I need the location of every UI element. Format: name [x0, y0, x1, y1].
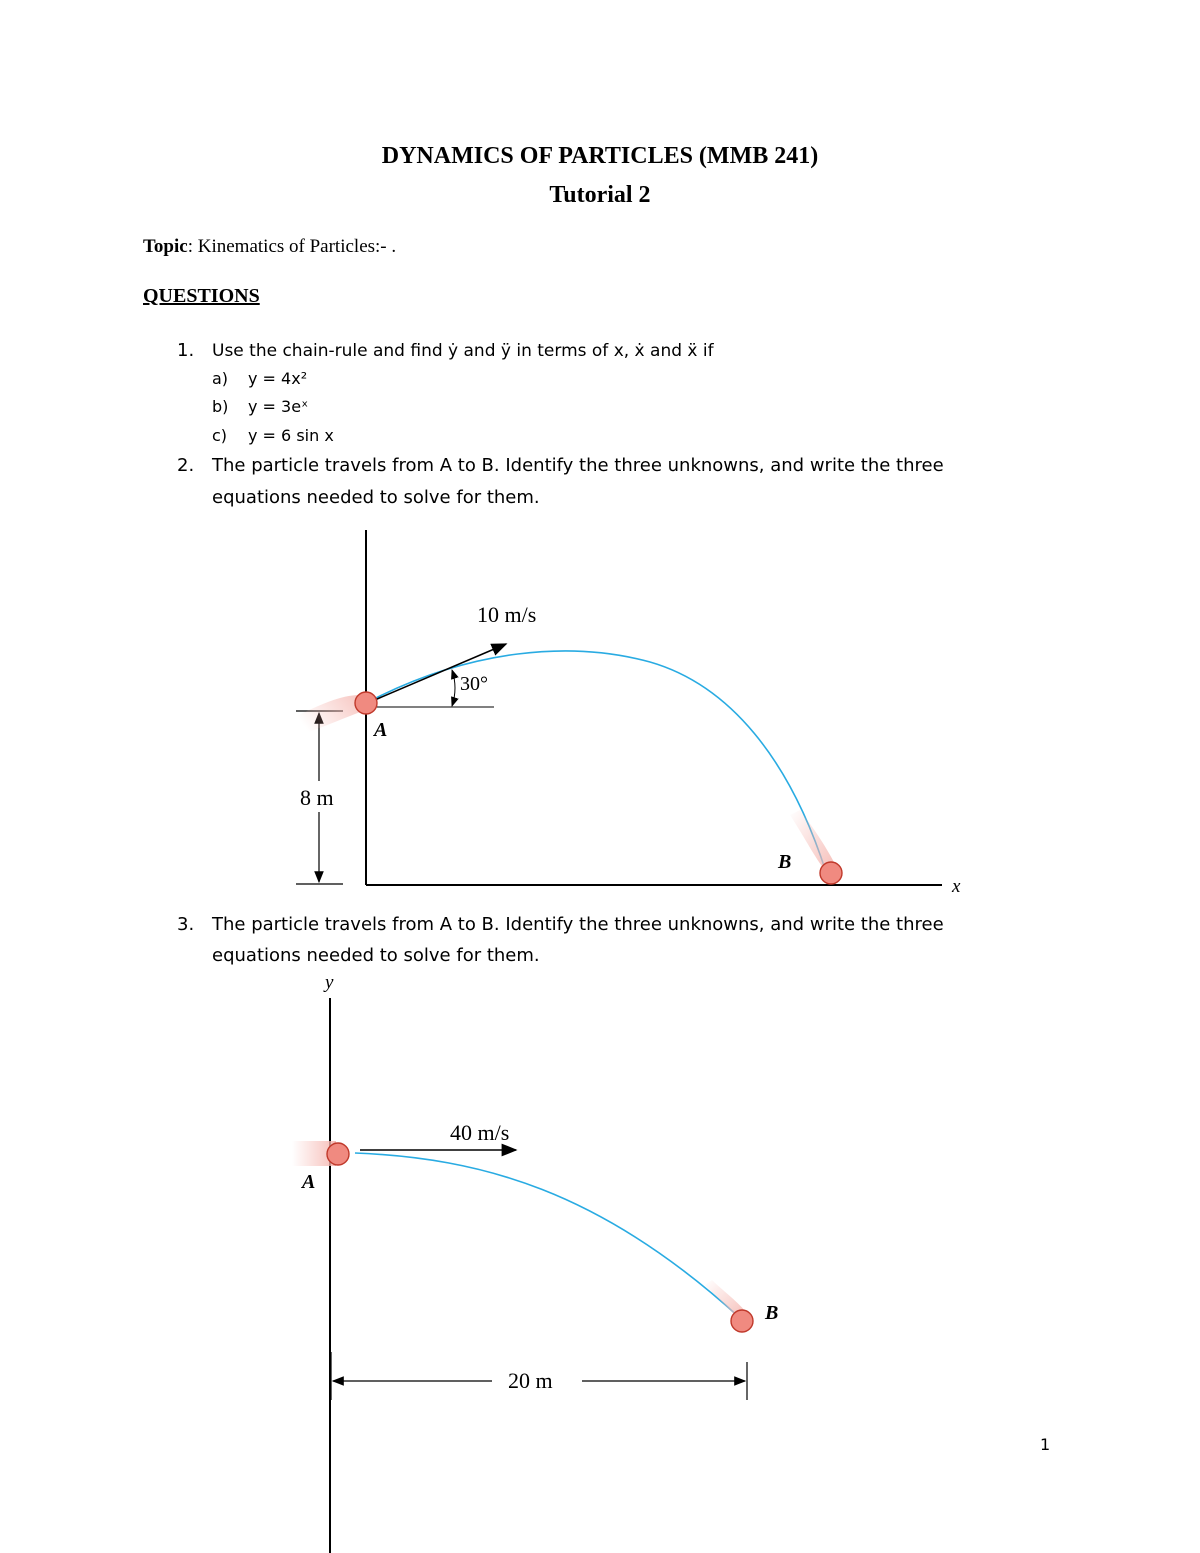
figure-2-point-a-label: A: [302, 1171, 316, 1193]
figure-1-trail-b: [790, 810, 836, 870]
figure-1-particle-a: [355, 692, 377, 714]
topic-text: : Kinematics of Particles:- .: [187, 236, 397, 257]
question-3-line2: equations needed to solve for them.: [212, 945, 540, 966]
figure-2-velocity-label: 40 m/s: [450, 1120, 510, 1145]
document-subtitle: Tutorial 2: [549, 182, 651, 208]
document-title: DYNAMICS OF PARTICLES (MMB 241): [381, 143, 819, 169]
question-3-number: 3.: [177, 914, 195, 935]
figure-1-trajectory: [372, 651, 826, 872]
figure-1-velocity-label: 10 m/s: [477, 602, 537, 627]
figure-1-height-label: 8 m: [300, 785, 334, 810]
question-1a-text: y = 4x²: [248, 369, 308, 388]
question-2-line1: The particle travels from A to B. Identify the three unknowns, and write the three: [212, 455, 944, 476]
page-number: 1: [1040, 1435, 1051, 1454]
question-1-number: 1.: [177, 340, 195, 361]
question-1-text: Use the chain-rule and find ẏ and ÿ in terms of x, ẋ and ẍ if: [212, 341, 714, 361]
question-2-line2: equations needed to solve for them.: [212, 487, 540, 508]
figure-1-particle-b: [820, 862, 842, 884]
figure-1-point-a-label: A: [374, 719, 388, 741]
question-1b-label: b): [212, 397, 229, 416]
questions-heading: QUESTIONS: [143, 285, 260, 307]
figure-1-angle-label: 30°: [460, 673, 488, 695]
topic-label: Topic: [143, 236, 188, 257]
figure-1-x-label: x: [952, 876, 961, 897]
figure-2-trajectory: [355, 1153, 740, 1318]
question-2-number: 2.: [177, 455, 195, 476]
figure-2-y-label: y: [325, 972, 334, 993]
question-1c-label: c): [212, 426, 228, 445]
question-1b-text: y = 3eˣ: [248, 397, 309, 416]
figure-1-angle-arc: [452, 670, 455, 706]
question-3-line1: The particle travels from A to B. Identify the three unknowns, and write the three: [212, 914, 944, 935]
figure-2-distance-label: 20 m: [508, 1368, 553, 1393]
figure-2-point-b-label: B: [765, 1302, 779, 1324]
figure-1-point-b-label: B: [778, 851, 792, 873]
question-1c-text: y = 6 sin x: [248, 426, 334, 445]
question-1a-label: a): [212, 369, 229, 388]
figure-2-particle-b: [731, 1310, 753, 1332]
figure-2-particle-a: [327, 1143, 349, 1165]
